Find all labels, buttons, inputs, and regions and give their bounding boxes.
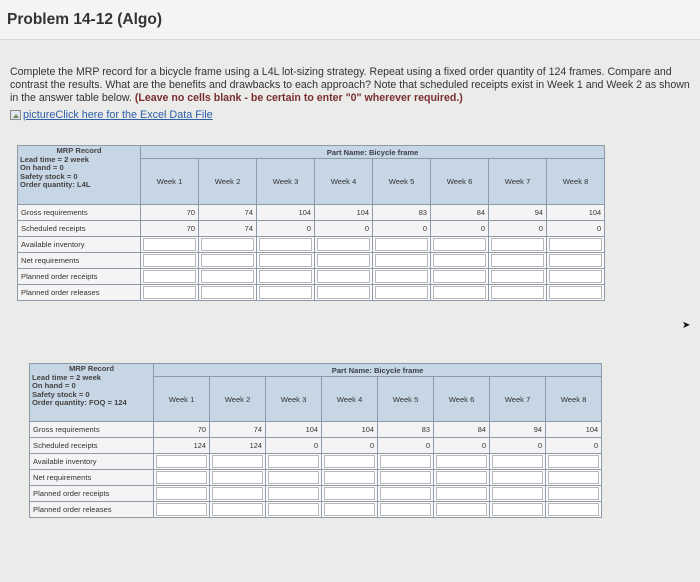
net-requirement-cell[interactable] xyxy=(490,470,546,486)
available-inventory-input[interactable] xyxy=(324,455,375,468)
planned-release-cell[interactable] xyxy=(546,502,602,518)
planned-receipt-input[interactable] xyxy=(324,487,375,500)
planned-receipt-input[interactable] xyxy=(268,487,319,500)
param-order-quantity: Order quantity: FOQ = 124 xyxy=(32,398,127,408)
net-requirement-input[interactable] xyxy=(433,254,486,267)
planned-receipt-cell[interactable] xyxy=(141,269,199,285)
available-inventory-input[interactable] xyxy=(317,238,370,251)
mrp-record-title: MRP Record xyxy=(56,146,102,155)
param-order-quantity: Order quantity: L4L xyxy=(20,180,91,190)
planned-release-input[interactable] xyxy=(436,503,487,516)
net-requirement-input[interactable] xyxy=(259,254,312,267)
net-requirement-cell[interactable] xyxy=(154,470,210,486)
planned-release-cell[interactable] xyxy=(431,285,489,301)
row-label-scheduled-receipts: Scheduled receipts xyxy=(18,221,141,237)
available-inventory-cell[interactable] xyxy=(210,454,266,470)
row-label-available-inventory: Available inventory xyxy=(18,237,141,253)
net-requirement-cell[interactable] xyxy=(141,253,199,269)
row-label-gross-requirements: Gross requirements xyxy=(18,205,141,221)
mouse-cursor-icon: ➤ xyxy=(682,320,691,331)
mrp-record-params xyxy=(18,146,141,205)
week-header: Week 1 xyxy=(141,159,199,205)
planned-receipt-input[interactable] xyxy=(492,487,543,500)
planned-receipt-cell[interactable] xyxy=(266,486,322,502)
planned-release-input[interactable] xyxy=(491,286,544,299)
param-lead-time: Lead time = 2 week xyxy=(20,154,90,164)
planned-release-cell[interactable] xyxy=(266,502,322,518)
gross-requirement-value: 83 xyxy=(378,422,434,438)
scheduled-receipt-value: 0 xyxy=(266,438,322,454)
available-inventory-cell[interactable] xyxy=(257,237,315,253)
net-requirement-input[interactable] xyxy=(492,471,543,484)
mrp-table-foq xyxy=(29,363,602,518)
planned-release-cell[interactable] xyxy=(315,285,373,301)
gross-requirement-value: 104 xyxy=(257,205,315,221)
week-header: Week 7 xyxy=(490,377,546,422)
scheduled-receipt-value: 0 xyxy=(434,438,490,454)
week-header: Week 3 xyxy=(257,159,315,205)
net-requirement-cell[interactable] xyxy=(322,470,378,486)
row-label-planned-order-releases: Planned order releases xyxy=(18,285,141,301)
gross-requirement-value: 94 xyxy=(489,205,547,221)
scheduled-receipt-value: 0 xyxy=(373,221,431,237)
planned-release-cell[interactable] xyxy=(434,502,490,518)
available-inventory-input[interactable] xyxy=(436,455,487,468)
instructions-emphasis: (Leave no cells blank - be certain to enter "0" wherever required.) xyxy=(134,92,463,104)
planned-release-input[interactable] xyxy=(549,286,602,299)
planned-release-cell[interactable] xyxy=(489,285,547,301)
net-requirement-input[interactable] xyxy=(380,471,431,484)
planned-receipt-input[interactable] xyxy=(436,487,487,500)
net-requirement-cell[interactable] xyxy=(547,253,605,269)
param-lead-time: Lead time = 2 week xyxy=(32,372,102,382)
mrp-record-title: MRP Record xyxy=(68,364,114,373)
planned-receipt-input[interactable] xyxy=(156,487,207,500)
gross-requirement-value: 74 xyxy=(199,205,257,221)
net-requirement-input[interactable] xyxy=(268,471,319,484)
planned-receipt-cell[interactable] xyxy=(434,486,490,502)
available-inventory-cell[interactable] xyxy=(431,237,489,253)
excel-data-link[interactable] xyxy=(10,109,213,121)
available-inventory-input[interactable] xyxy=(268,455,319,468)
week-header: Week 4 xyxy=(322,377,378,422)
net-requirement-input[interactable] xyxy=(156,471,207,484)
planned-receipt-cell[interactable] xyxy=(547,269,605,285)
available-inventory-cell[interactable] xyxy=(434,454,490,470)
available-inventory-input[interactable] xyxy=(549,238,602,251)
planned-release-cell[interactable] xyxy=(373,285,431,301)
net-requirement-input[interactable] xyxy=(324,471,375,484)
net-requirement-cell[interactable] xyxy=(546,470,602,486)
mrp-record-params xyxy=(30,364,154,422)
gross-requirement-value: 104 xyxy=(322,422,378,438)
available-inventory-input[interactable] xyxy=(375,238,428,251)
week-header: Week 8 xyxy=(547,159,605,205)
planned-release-cell[interactable] xyxy=(210,502,266,518)
planned-release-input[interactable] xyxy=(259,286,312,299)
available-inventory-cell[interactable] xyxy=(141,237,199,253)
scheduled-receipt-value: 0 xyxy=(489,221,547,237)
week-header: Week 8 xyxy=(546,377,602,422)
scheduled-receipt-value: 0 xyxy=(322,438,378,454)
planned-release-input[interactable] xyxy=(492,503,543,516)
week-header: Week 2 xyxy=(199,159,257,205)
planned-receipt-cell[interactable] xyxy=(154,486,210,502)
week-header: Week 2 xyxy=(210,377,266,422)
net-requirement-input[interactable] xyxy=(491,254,544,267)
available-inventory-input[interactable] xyxy=(492,455,543,468)
net-requirement-cell[interactable] xyxy=(266,470,322,486)
row-label-planned-order-releases: Planned order releases xyxy=(30,502,154,518)
available-inventory-input[interactable] xyxy=(433,238,486,251)
scheduled-receipt-value: 0 xyxy=(431,221,489,237)
planned-receipt-cell[interactable] xyxy=(490,486,546,502)
planned-release-input[interactable] xyxy=(548,503,599,516)
planned-receipt-input[interactable] xyxy=(548,487,599,500)
planned-receipt-cell[interactable] xyxy=(315,269,373,285)
available-inventory-input[interactable] xyxy=(212,455,263,468)
scheduled-receipt-value: 0 xyxy=(257,221,315,237)
net-requirement-cell[interactable] xyxy=(373,253,431,269)
net-requirement-cell[interactable] xyxy=(431,253,489,269)
available-inventory-cell[interactable] xyxy=(547,237,605,253)
net-requirement-cell[interactable] xyxy=(257,253,315,269)
planned-receipt-cell[interactable] xyxy=(257,269,315,285)
planned-release-cell[interactable] xyxy=(199,285,257,301)
planned-receipt-cell[interactable] xyxy=(431,269,489,285)
planned-release-cell[interactable] xyxy=(257,285,315,301)
available-inventory-cell[interactable] xyxy=(378,454,434,470)
planned-release-input[interactable] xyxy=(143,286,196,299)
gross-requirement-value: 94 xyxy=(490,422,546,438)
header-bar xyxy=(0,0,700,40)
available-inventory-input[interactable] xyxy=(259,238,312,251)
net-requirement-input[interactable] xyxy=(143,254,196,267)
gross-requirement-value: 83 xyxy=(373,205,431,221)
available-inventory-cell[interactable] xyxy=(373,237,431,253)
available-inventory-cell[interactable] xyxy=(322,454,378,470)
mrp-table-l4l xyxy=(17,145,605,301)
excel-data-link-label[interactable]: pictureClick here for the Excel Data File xyxy=(23,109,213,121)
net-requirement-input[interactable] xyxy=(317,254,370,267)
gross-requirement-value: 84 xyxy=(434,422,490,438)
net-requirement-input[interactable] xyxy=(201,254,254,267)
instructions xyxy=(10,66,695,105)
net-requirement-input[interactable] xyxy=(436,471,487,484)
part-name: Part Name: Bicycle frame xyxy=(141,146,605,159)
net-requirement-cell[interactable] xyxy=(315,253,373,269)
planned-release-cell[interactable] xyxy=(154,502,210,518)
planned-receipt-cell[interactable] xyxy=(378,486,434,502)
row-label-net-requirements: Net requirements xyxy=(18,253,141,269)
net-requirement-cell[interactable] xyxy=(378,470,434,486)
row-label-planned-order-receipts: Planned order receipts xyxy=(18,269,141,285)
gross-requirement-value: 104 xyxy=(315,205,373,221)
net-requirement-cell[interactable] xyxy=(210,470,266,486)
week-header: Week 3 xyxy=(266,377,322,422)
scheduled-receipt-value: 0 xyxy=(547,221,605,237)
row-label-planned-order-receipts: Planned order receipts xyxy=(30,486,154,502)
gross-requirement-value: 84 xyxy=(431,205,489,221)
planned-release-input[interactable] xyxy=(201,286,254,299)
planned-receipt-cell[interactable] xyxy=(373,269,431,285)
gross-requirement-value: 104 xyxy=(266,422,322,438)
row-label-net-requirements: Net requirements xyxy=(30,470,154,486)
available-inventory-input[interactable] xyxy=(143,238,196,251)
planned-receipt-input[interactable] xyxy=(549,270,602,283)
scheduled-receipt-value: 70 xyxy=(141,221,199,237)
available-inventory-cell[interactable] xyxy=(315,237,373,253)
planned-release-cell[interactable] xyxy=(490,502,546,518)
planned-receipt-cell[interactable] xyxy=(489,269,547,285)
planned-release-cell[interactable] xyxy=(547,285,605,301)
planned-release-input[interactable] xyxy=(317,286,370,299)
planned-receipt-input[interactable] xyxy=(317,270,370,283)
planned-receipt-input[interactable] xyxy=(380,487,431,500)
scheduled-receipt-value: 124 xyxy=(210,438,266,454)
available-inventory-cell[interactable] xyxy=(546,454,602,470)
available-inventory-input[interactable] xyxy=(201,238,254,251)
planned-receipt-input[interactable] xyxy=(212,487,263,500)
gross-requirement-value: 70 xyxy=(154,422,210,438)
week-header: Week 5 xyxy=(373,159,431,205)
planned-receipt-input[interactable] xyxy=(259,270,312,283)
planned-release-input[interactable] xyxy=(375,286,428,299)
week-header: Week 6 xyxy=(434,377,490,422)
available-inventory-cell[interactable] xyxy=(266,454,322,470)
planned-release-input[interactable] xyxy=(268,503,319,516)
net-requirement-cell[interactable] xyxy=(434,470,490,486)
net-requirement-input[interactable] xyxy=(549,254,602,267)
planned-receipt-input[interactable] xyxy=(433,270,486,283)
planned-receipt-cell[interactable] xyxy=(199,269,257,285)
net-requirement-input[interactable] xyxy=(548,471,599,484)
scheduled-receipt-value: 0 xyxy=(378,438,434,454)
available-inventory-input[interactable] xyxy=(548,455,599,468)
week-header: Week 6 xyxy=(431,159,489,205)
available-inventory-input[interactable] xyxy=(380,455,431,468)
week-header: Week 5 xyxy=(378,377,434,422)
planned-release-input[interactable] xyxy=(156,503,207,516)
gross-requirement-value: 104 xyxy=(547,205,605,221)
week-header: Week 4 xyxy=(315,159,373,205)
scheduled-receipt-value: 0 xyxy=(490,438,546,454)
param-safety-stock: Safety stock = 0 xyxy=(20,171,78,181)
planned-release-input[interactable] xyxy=(433,286,486,299)
scheduled-receipt-value: 124 xyxy=(154,438,210,454)
instructions-text: Complete the MRP record for a bicycle frame using a L4L lot-sizing strategy. Repeat using a fixed order quantity of 124 frames. Compare and contrast the results. What are the benefits and drawbacks to each approach? Note that scheduled receipts exist in Week 1 and Week 2 as shown in the answer table below. xyxy=(10,66,690,104)
planned-receipt-input[interactable] xyxy=(491,270,544,283)
week-header: Week 1 xyxy=(154,377,210,422)
available-inventory-input[interactable] xyxy=(491,238,544,251)
param-on-hand: On hand = 0 xyxy=(32,381,76,391)
param-safety-stock: Safety stock = 0 xyxy=(32,389,90,399)
gross-requirement-value: 70 xyxy=(141,205,199,221)
planned-receipt-input[interactable] xyxy=(375,270,428,283)
scheduled-receipt-value: 74 xyxy=(199,221,257,237)
net-requirement-cell[interactable] xyxy=(199,253,257,269)
planned-receipt-cell[interactable] xyxy=(210,486,266,502)
gross-requirement-value: 74 xyxy=(210,422,266,438)
planned-release-input[interactable] xyxy=(380,503,431,516)
available-inventory-cell[interactable] xyxy=(489,237,547,253)
planned-receipt-cell[interactable] xyxy=(322,486,378,502)
picture-icon xyxy=(10,110,21,120)
week-header: Week 7 xyxy=(489,159,547,205)
planned-receipt-input[interactable] xyxy=(143,270,196,283)
available-inventory-cell[interactable] xyxy=(490,454,546,470)
net-requirement-cell[interactable] xyxy=(489,253,547,269)
planned-release-cell[interactable] xyxy=(322,502,378,518)
row-label-scheduled-receipts: Scheduled receipts xyxy=(30,438,154,454)
scheduled-receipt-value: 0 xyxy=(546,438,602,454)
planned-release-input[interactable] xyxy=(212,503,263,516)
available-inventory-cell[interactable] xyxy=(199,237,257,253)
net-requirement-input[interactable] xyxy=(375,254,428,267)
planned-receipt-input[interactable] xyxy=(201,270,254,283)
planned-release-cell[interactable] xyxy=(378,502,434,518)
scheduled-receipt-value: 0 xyxy=(315,221,373,237)
param-on-hand: On hand = 0 xyxy=(20,163,64,173)
available-inventory-cell[interactable] xyxy=(154,454,210,470)
planned-release-cell[interactable] xyxy=(141,285,199,301)
planned-release-input[interactable] xyxy=(324,503,375,516)
part-name: Part Name: Bicycle frame xyxy=(154,364,602,377)
row-label-available-inventory: Available inventory xyxy=(30,454,154,470)
row-label-gross-requirements: Gross requirements xyxy=(30,422,154,438)
available-inventory-input[interactable] xyxy=(156,455,207,468)
gross-requirement-value: 104 xyxy=(546,422,602,438)
net-requirement-input[interactable] xyxy=(212,471,263,484)
problem-title: Problem 14-12 (Algo) xyxy=(7,11,163,28)
planned-receipt-cell[interactable] xyxy=(546,486,602,502)
